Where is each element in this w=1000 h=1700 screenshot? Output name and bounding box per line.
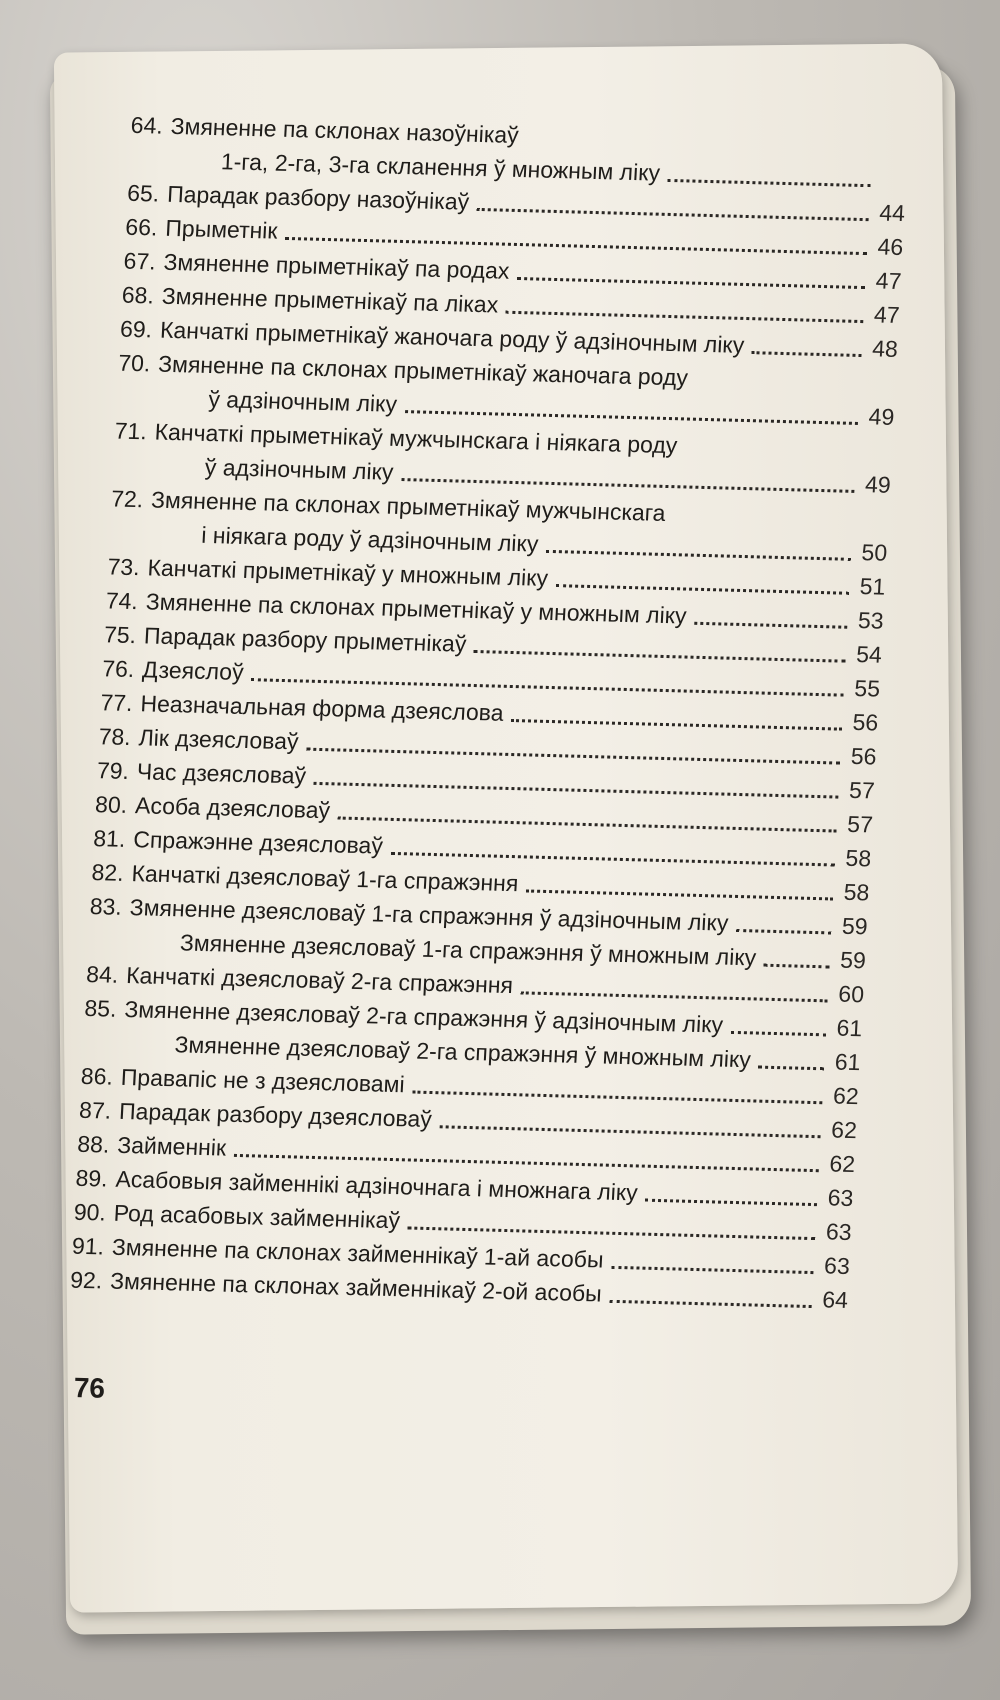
toc-entry-number: 79. [96, 757, 130, 784]
toc-entry-number: 82. [90, 859, 125, 886]
toc-entry-title: Змяненне дзеясловаў 2-га спражэння ў множным ліку [174, 1031, 752, 1073]
toc-entry-number: 72. [110, 485, 144, 513]
toc-entry-number: 83. [89, 893, 123, 920]
toc-leader-dots [517, 277, 865, 289]
toc-entry-title: 1-га, 2-га, 3-га скланення ў множным ліку [220, 148, 661, 186]
toc-entry-page: 62 [832, 1082, 860, 1110]
toc-entry-page: 59 [839, 946, 867, 974]
toc-entry-number: 88. [76, 1130, 111, 1158]
toc-entry-page: 55 [853, 674, 881, 702]
toc-entry-page: 47 [873, 301, 901, 329]
toc-entry-page: 47 [875, 267, 903, 295]
toc-entry-page: 58 [844, 844, 872, 872]
toc-entry-page: 62 [828, 1150, 856, 1178]
toc-entry-number: 74. [105, 587, 139, 615]
toc-entry-title: Змяненне прыметнікаў па родах [162, 248, 511, 284]
toc-entry-title: Змяненне дзеясловаў 1-га спражэння ў множным ліку [179, 929, 757, 971]
toc-entry-page: 53 [857, 607, 885, 634]
toc-leader-dots [556, 584, 849, 595]
toc-entry-title: Асабовыя займеннікі адзіночнага і множнага ліку [114, 1165, 639, 1206]
toc-leader-dots [611, 1266, 813, 1274]
toc-entry-page: 61 [834, 1048, 862, 1076]
toc-leader-dots [506, 311, 864, 323]
toc-leader-dots [645, 1199, 817, 1206]
toc-entry-title: Дзеяслоў [141, 656, 245, 685]
toc-entry-number: 80. [94, 791, 128, 818]
toc-leader-dots [526, 889, 833, 900]
toc-leader-dots [511, 719, 842, 731]
toc-leader-dots [758, 1066, 824, 1071]
toc-entry-page: 46 [876, 233, 904, 261]
toc-entry-number: 87. [78, 1096, 112, 1124]
toc-entry-number: 70. [117, 349, 152, 377]
toc-entry-title: Канчаткі прыметнікаў мужчынскага і ніякага роду [154, 418, 679, 459]
toc-entry-title: Канчаткі прыметнікаў у множным ліку [146, 554, 549, 591]
toc-entry-title: Час дзеясловаў [136, 758, 307, 789]
toc-entry-title: Змяненне па склонах займеннікаў 2-ой асобы [109, 1267, 603, 1307]
toc-entry-page: 51 [859, 573, 887, 600]
toc-entry-title: Змяненне прыметнікаў па ліках [161, 282, 499, 318]
toc-entry-page: 59 [841, 912, 869, 940]
toc-entry-page: 63 [823, 1252, 851, 1280]
toc-leader-dots [439, 1125, 820, 1138]
toc-entry-page: 63 [825, 1218, 853, 1246]
toc-entry-title: Парадак разбору прыметнікаў [143, 622, 468, 657]
toc-entry-page: 56 [850, 742, 878, 770]
toc-entry-title: Асоба дзеясловаў [134, 792, 331, 824]
page-number: 76 [73, 1371, 106, 1404]
toc-entry-number: 86. [80, 1062, 114, 1090]
toc-entry-page: 49 [868, 403, 895, 430]
toc-entry-title: Неазначальная форма дзеяслова [139, 690, 505, 726]
toc-leader-dots [736, 929, 831, 934]
toc-entry-page: 63 [827, 1184, 855, 1212]
table-of-contents [57, 108, 909, 1317]
toc-entry-title: Спражэнне дзеясловаў [132, 826, 384, 859]
toc-entry-title: Лік дзеясловаў [138, 724, 300, 755]
toc-entry-title: Змяненне па склонах прыметнікаў у множным ліку [145, 588, 688, 629]
toc-leader-dots [731, 1031, 826, 1036]
toc-entry-page: 64 [821, 1286, 849, 1313]
toc-entry-number: 69. [119, 315, 153, 343]
toc-leader-dots [609, 1300, 811, 1308]
toc-entry-title: Змяненне па склонах займеннікаў 1-ай асобы [111, 1233, 605, 1273]
toc-entry-title: Змяненне па склонах назоўнікаў [170, 112, 520, 148]
toc-entry-page: 54 [855, 641, 883, 668]
toc-entry-title: Канчаткі дзеясловаў 2-га спражэння [125, 962, 514, 999]
toc-entry-title: Род асабовых займеннікаў [113, 1199, 401, 1234]
toc-entry-title: Змяненне па склонах прыметнікаў мужчынскага [150, 486, 667, 526]
toc-entry-title: Парадак разбору дзеясловаў [118, 1097, 433, 1133]
toc-entry-title: Займеннік [116, 1131, 227, 1161]
toc-leader-dots [694, 622, 847, 629]
toc-entry-number: 66. [124, 213, 159, 241]
toc-leader-dots [474, 650, 846, 663]
toc-entry-title: Змяненне дзеясловаў 2-га спражэння ў адзіночным ліку [123, 995, 724, 1038]
toc-entry-number: 64. [130, 111, 164, 139]
toc-entry-title: Прыметнік [164, 214, 279, 244]
toc-entry-title: Парадак разбору назоўнікаў [166, 180, 470, 215]
toc-entry-title: Змяненне па склонах прыметнікаў жаночага роду [157, 350, 689, 391]
toc-entry-title: і ніякага роду ў адзіночным ліку [200, 521, 540, 557]
toc-entry-page: 44 [878, 199, 906, 227]
toc-entry-number: 90. [73, 1198, 107, 1226]
toc-leader-dots [752, 351, 862, 357]
toc-entry-number: 75. [103, 621, 137, 649]
toc-entry-title: Змяненне дзеясловаў 1-га спражэння ў адзіночным ліку [129, 894, 730, 936]
toc-entry-number: 78. [98, 723, 132, 751]
toc-entry-page: 60 [837, 980, 865, 1008]
toc-entry-page: 61 [835, 1014, 863, 1042]
toc-leader-dots [477, 208, 869, 221]
toc-entry-number: 67. [123, 247, 157, 275]
toc-entry-title: Канчаткі дзеясловаў 1-га спражэння [130, 860, 520, 897]
toc-entry-page: 48 [871, 335, 899, 362]
toc-leader-dots [521, 991, 828, 1002]
toc-entry-page: 57 [846, 810, 874, 838]
toc-leader-dots [546, 550, 851, 561]
toc-entry-title: ў адзіночным ліку [204, 453, 395, 485]
toc-entry-title: Канчаткі прыметнікаў жаночага роду ў адзіночным ліку [159, 316, 745, 358]
toc-entry-number: 92. [69, 1266, 103, 1294]
toc-leader-dots [668, 179, 871, 187]
toc-entry-number: 76. [101, 655, 135, 683]
toc-entry-page: 49 [864, 471, 892, 498]
toc-entry-number: 81. [92, 825, 127, 852]
toc-leader-dots [764, 964, 830, 969]
toc-entry-title: Правапіс не з дзеясловамі [120, 1063, 406, 1098]
toc-entry-page: 62 [830, 1116, 858, 1144]
toc-entry-number: 77. [99, 689, 134, 717]
toc-entry-title: ў адзіночным ліку [207, 385, 398, 417]
book-page [54, 43, 958, 1612]
toc-entry-number: 91. [71, 1232, 105, 1260]
toc-entry-number: 85. [83, 994, 118, 1022]
toc-entry-number: 71. [114, 417, 148, 445]
toc-entry-number: 84. [85, 960, 119, 988]
toc-entry-page: 57 [848, 776, 876, 804]
toc-entry-page: 50 [860, 539, 888, 566]
toc-entry-page: 58 [843, 878, 871, 906]
toc-entry-number: 73. [106, 553, 141, 581]
toc-entry-number: 68. [121, 281, 155, 309]
toc-entry-number: 89. [74, 1164, 109, 1192]
toc-entry-page: 56 [852, 708, 879, 736]
toc-entry-number: 65. [126, 179, 160, 207]
